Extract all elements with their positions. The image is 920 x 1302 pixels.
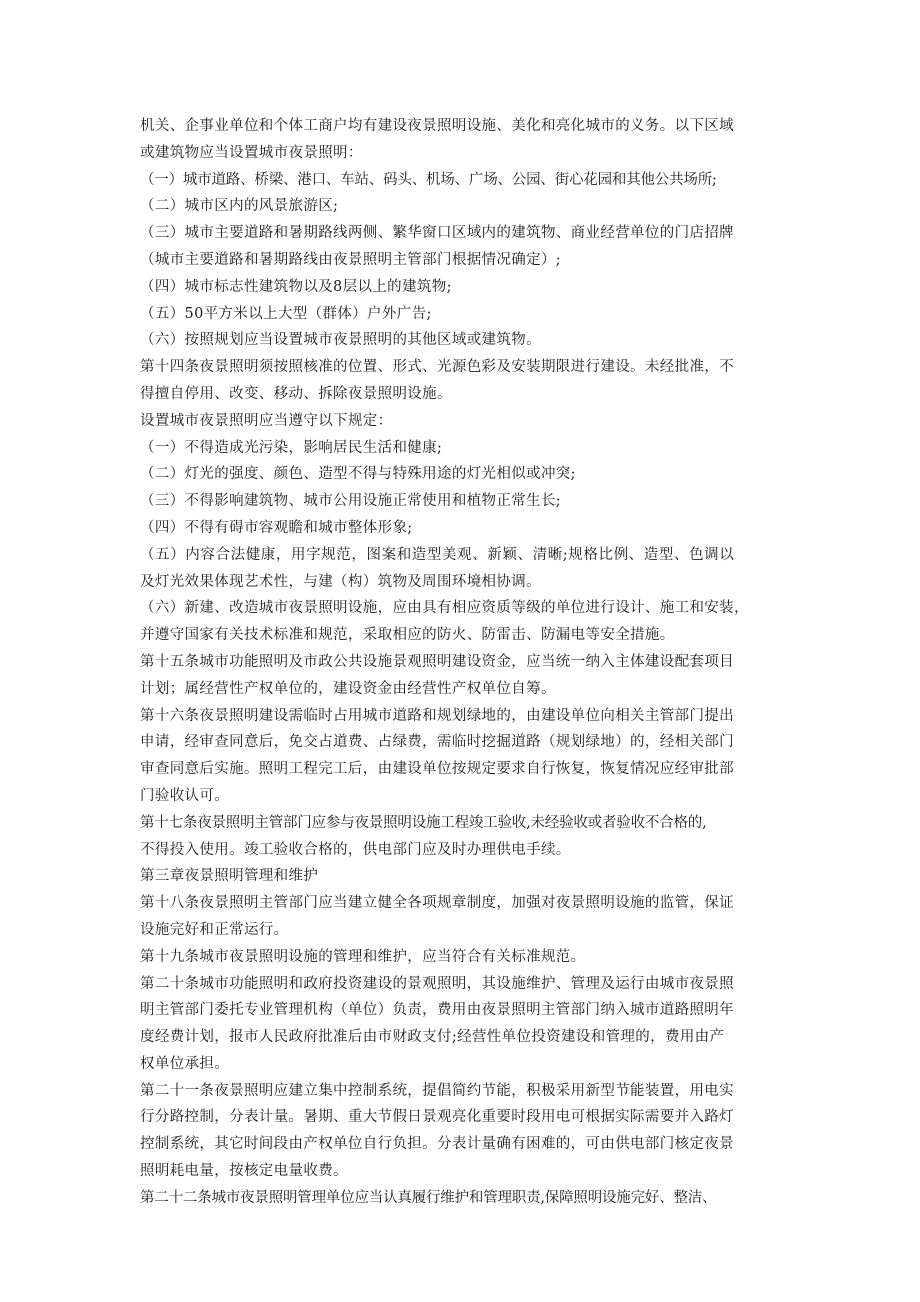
text-line: 第十五条城市功能照明及市政公共设施景观照明建设资金，应当统一纳入主体建设配套项目 — [140, 653, 734, 670]
text-line: 门验收认可。 — [140, 787, 230, 804]
text-line: （二）城市区内的风景旅游区; — [140, 198, 339, 215]
text-line: 第十七条夜景照明主管部门应参与夜景照明设施工程竣工验收,未经验收或者验收不合格的, — [140, 814, 707, 831]
text-line: （一）不得造成光污染，影响居民生活和健康; — [140, 439, 443, 456]
text-line: 度经费计划，报市人民政府批准后由市财政支付;经营性单位投资建设和管理的，费用由产 — [140, 1029, 725, 1046]
text-line: 审查同意后实施。照明工程完工后，由建设单位按规定要求自行恢复，恢复情况应经审批部 — [140, 761, 734, 778]
text-line: 行分路控制，分表计量。暑期、重大节假日景观亮化重要时段用电可根据实际需要并入路灯 — [140, 1109, 734, 1126]
text-line: 机关、企事业单位和个体工商户均有建设夜景照明设施、美化和亮化城市的义务。以下区域 — [140, 118, 734, 134]
text-line: 第十八条夜景照明主管部门应当建立健全各项规章制度，加强对夜景照明设施的监管，保证 — [140, 895, 734, 912]
text-line: （六）按照规划应当设置城市夜景照明的其他区域或建筑物。 — [140, 332, 541, 349]
text-line: （五）50平方米以上大型（群体）户外广告; — [140, 305, 432, 322]
text-line: 第二十二条城市夜景照明管理单位应当认真履行维护和管理职责,保障照明设施完好、整洁、 — [140, 1189, 717, 1206]
text-line: （一）城市道路、桥梁、港口、车站、码头、机场、广场、公园、街心花园和其他公共场所; — [140, 171, 717, 188]
text-line: 设置城市夜景照明应当遵守以下规定： — [140, 412, 393, 429]
text-line: 第二十条城市功能照明和政府投资建设的景观照明，其设施维护、管理及运行由城市夜景照 — [140, 975, 734, 992]
text-line: （二）灯光的强度、颜色、造型不得与特殊用途的灯光相似或冲突; — [140, 466, 576, 483]
text-line: （三）城市主要道路和暑期路线两侧、繁华窗口区域内的建筑物、商业经营单位的门店招牌 — [140, 225, 734, 242]
text-line: 不得投入使用。竣工验收合格的，供电部门应及时办理供电手续。 — [140, 841, 571, 858]
text-line: 或建筑物应当设置城市夜景照明： — [140, 144, 363, 161]
text-line: （五）内容合法健康，用字规范，图案和造型美观、新颖、清晰;规格比例、造型、色调以 — [140, 546, 735, 563]
text-line: 得擅自停用、改变、移动、拆除夜景照明设施。 — [140, 385, 452, 402]
text-line: （四）城市标志性建筑物以及8层以上的建筑物; — [140, 278, 452, 295]
text-line: 申请，经审查同意后，免交占道费、占绿费，需临时挖掘道路（规划绿地）的，经相关部门 — [140, 734, 734, 751]
text-line: 第十六条夜景照明建设需临时占用城市道路和规划绿地的，由建设单位向相关主管部门提出 — [140, 707, 734, 724]
text-line: 权单位承担。 — [140, 1055, 230, 1072]
text-line: （城市主要道路和暑期路线由夜景照明主管部门根据情况确定）; — [140, 251, 562, 268]
text-line: 及灯光效果体现艺术性，与建（构）筑物及周围环境相协调。 — [140, 573, 541, 590]
text-line: 照明耗电量，按核定电量收费。 — [140, 1163, 348, 1180]
text-line: 第十四条夜景照明须按照核准的位置、形式、光源色彩及安装期限进行建设。未经批准，不 — [140, 359, 734, 376]
text-line: 设施完好和正常运行。 — [140, 921, 289, 938]
text-line: （三）不得影响建筑物、城市公用设施正常使用和植物正常生长; — [140, 493, 562, 510]
text-line: （六）新建、改造城市夜景照明设施，应由具有相应资质等级的单位进行设计、施工和安装， — [140, 600, 749, 617]
document-body — [140, 113, 800, 1212]
chapter-heading: 第三章夜景照明管理和维护 — [140, 868, 319, 885]
text-line: 并遵守国家有关技术标准和规范，采取相应的防火、防雷击、防漏电等安全措施。 — [140, 627, 675, 644]
text-line: 计划；属经营性产权单位的，建设资金由经营性产权单位自筹。 — [140, 680, 556, 697]
text-line: （四）不得有碍市容观瞻和城市整体形象; — [140, 519, 413, 536]
text-line: 第二十一条夜景照明应建立集中控制系统，提倡简约节能，积极采用新型节能装置，用电实 — [140, 1082, 734, 1099]
text-line: 控制系统，其它时间段由产权单位自行负担。分表计量确有困难的，可由供电部门核定夜景 — [140, 1136, 734, 1153]
text-line: 明主管部门委托专业管理机构（单位）负责，费用由夜景照明主管部门纳入城市道路照明年 — [140, 1002, 734, 1019]
text-line: 第十九条城市夜景照明设施的管理和维护，应当符合有关标准规范。 — [140, 948, 586, 965]
